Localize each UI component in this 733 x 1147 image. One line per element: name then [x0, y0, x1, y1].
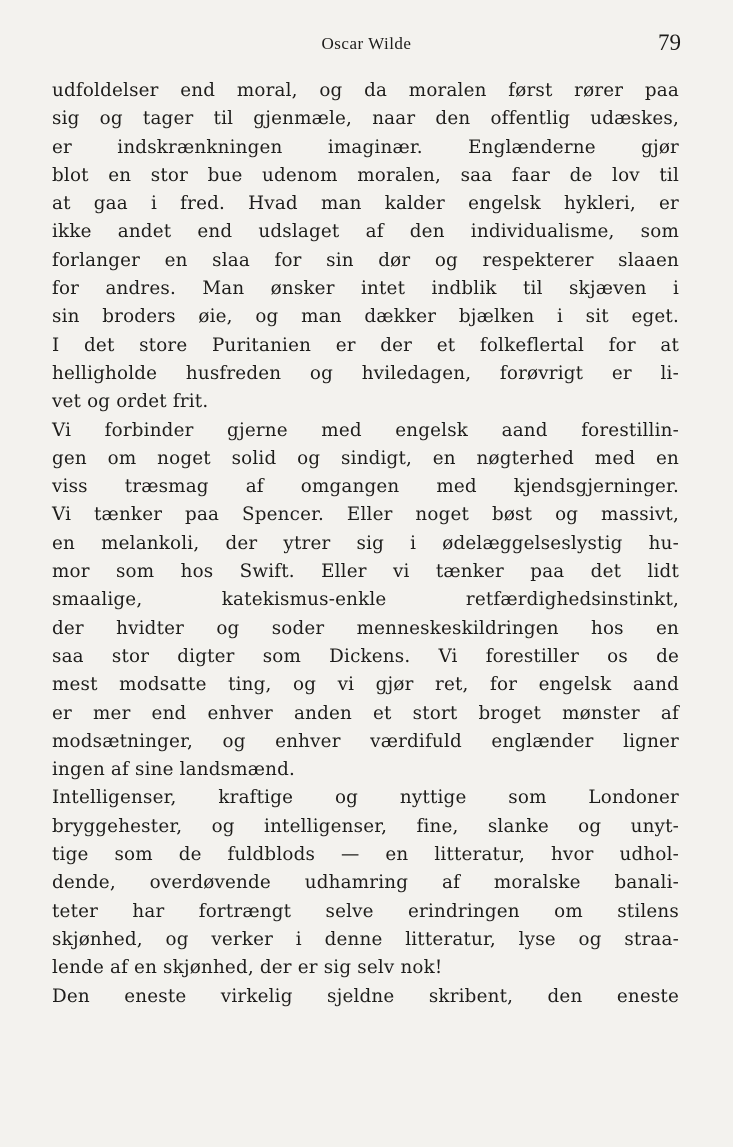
text-line: tige som de fuldblods — en litteratur, hvor udhol-	[52, 844, 679, 866]
text-line: sin broders øie, og man dækker bjælken i sit eget.	[52, 306, 679, 328]
text-line: er indskrænkningen imaginær. Englænderne gjør	[52, 136, 679, 158]
text-line: teter har fortrængt selve erindringen om stilens	[52, 900, 679, 922]
text-line: udfoldelser end moral, og da moralen først rører paa	[52, 80, 679, 101]
text-line: Intelligenser, kraftige og nyttige som Londoner	[52, 787, 679, 809]
text-line: mest modsatte ting, og vi gjør ret, for engelsk aand	[52, 674, 679, 696]
text-line: sig og tager til gjenmæle, naar den offentlig udæskes,	[52, 108, 679, 130]
text-line: at gaa i fred. Hvad man kalder engelsk hykleri, er	[52, 193, 679, 215]
text-line: vet og ordet frit.	[52, 391, 209, 413]
body-text	[52, 77, 679, 1011]
text-line: gen om noget solid og sindigt, en nøgterhed med en	[52, 447, 679, 469]
text-line: blot en stor bue udenom moralen, saa faar de lov til	[52, 164, 679, 186]
text-line: for andres. Man ønsker intet indblik til skjæven i	[52, 278, 679, 300]
running-head: Oscar Wilde	[321, 34, 412, 53]
text-line: viss træsmag af omgangen med kjendsgjerninger.	[52, 476, 679, 498]
text-line: skjønhed, og verker i denne litteratur, lyse og straa-	[52, 928, 679, 950]
text-line: en melankoli, der ytrer sig i ødelæggelseslystig hu-	[52, 532, 679, 554]
text-line: dende, overdøvende udhamring af moralske banali-	[52, 872, 679, 894]
text-line: bryggehester, og intelligenser, fine, slanke og unyt-	[52, 815, 679, 837]
text-line: saa stor digter som Dickens. Vi forestiller os de	[52, 645, 679, 667]
text-line: Vi forbinder gjerne med engelsk aand forestillin-	[52, 419, 679, 441]
text-line: modsætninger, og enhver værdifuld englænder ligner	[52, 730, 679, 752]
text-line: forlanger en slaa for sin dør og respekterer slaaen	[52, 249, 679, 271]
page-number: 79	[658, 30, 681, 55]
text-line: Den eneste virkelig sjeldne skribent, den eneste	[52, 985, 679, 1007]
text-line: er mer end enhver anden et stort broget mønster af	[52, 702, 679, 724]
text-line: helligholde husfreden og hviledagen, forøvrigt er li-	[52, 362, 679, 384]
text-line: I det store Puritanien er der et folkeflertal for at	[52, 334, 679, 356]
text-line: smaalige, katekismus-enkle retfærdighedsinstinkt,	[52, 589, 679, 611]
page-header	[0, 30, 733, 60]
text-line: ingen af sine landsmænd.	[52, 759, 296, 781]
text-line: Vi tænker paa Spencer. Eller noget bøst og massivt,	[52, 504, 679, 526]
text-line: ikke andet end udslaget af den individualisme, som	[52, 221, 679, 243]
text-line: mor som hos Swift. Eller vi tænker paa det lidt	[52, 561, 679, 583]
text-line: lende af en skjønhed, der er sig selv nok!	[52, 957, 443, 979]
text-line: der hvidter og soder menneskeskildringen hos en	[52, 617, 679, 639]
